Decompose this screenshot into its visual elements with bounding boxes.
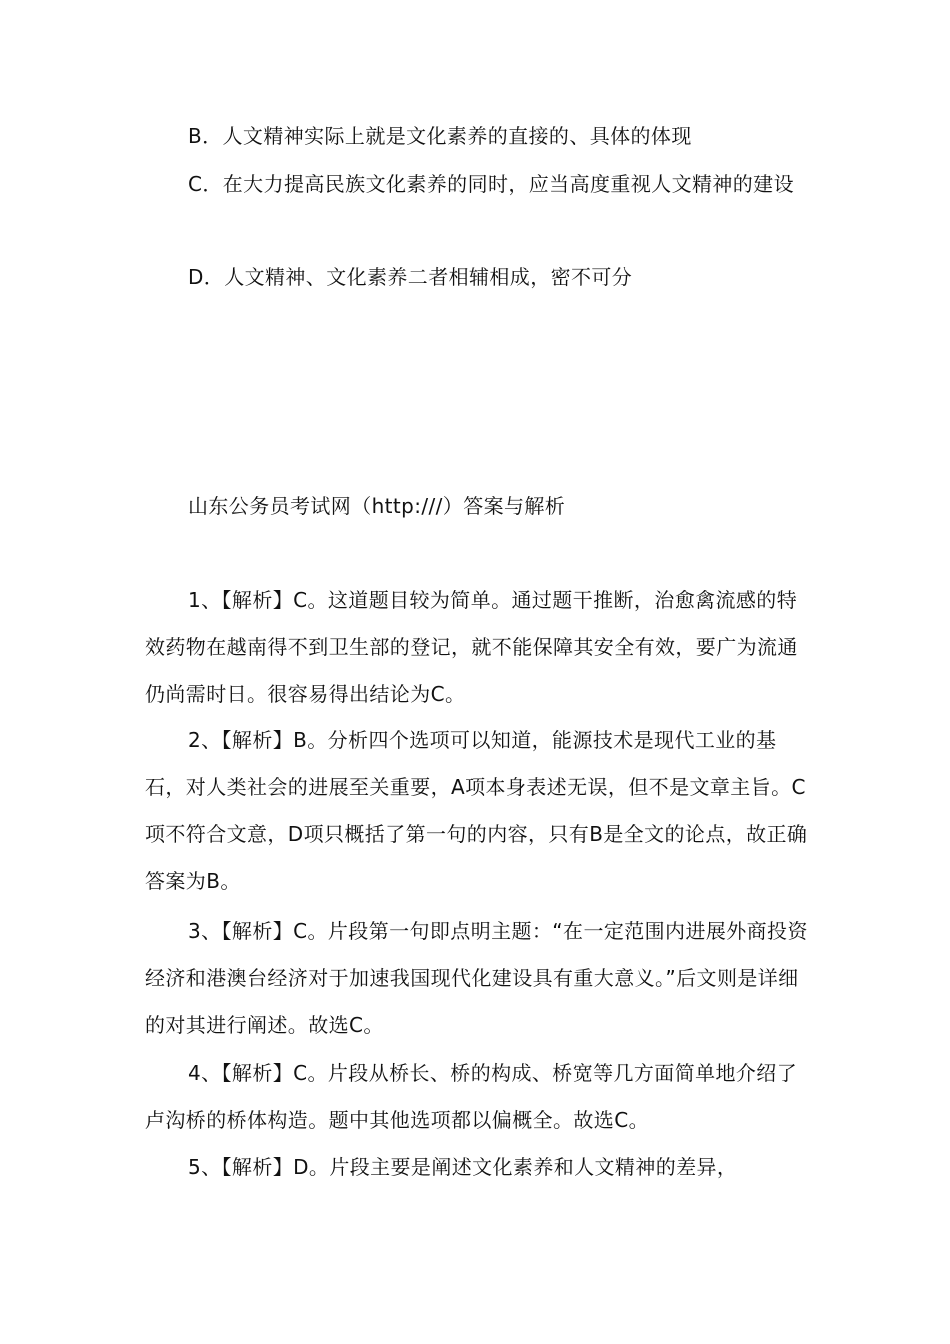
answer-item-4: 4、【解析】C。片段从桥长、桥的构成、桥宽等几方面简单地介绍了卢沟桥的桥体构造。题中其他选项都以偏概全。故选C。 — [145, 1061, 798, 1132]
option-d: D．人文精神、文化素养二者相辅相成，密不可分 — [188, 265, 633, 289]
option-b: B．人文精神实际上就是文化素养的直接的、具体的体现 — [188, 124, 692, 148]
answer-item-1: 1、【解析】C。这道题目较为简单。通过题干推断，治愈禽流感的特效药物在越南得不到卫生部的登记，就不能保障其安全有效，要广为流通仍尚需时日。很容易得出结论为C。 — [145, 588, 798, 706]
answer-item-3: 3、【解析】C。片段第一句即点明主题：“在一定范围内进展外商投资经济和港澳台经济对于加速我国现代化建设具有重大意义。”后文则是详细的对其进行阐述。故选C。 — [145, 919, 808, 1037]
option-c: C．在大力提高民族文化素养的同时，应当高度重视人文精神的建设 — [188, 172, 794, 196]
answer-item-2: 2、【解析】B。分析四个选项可以知道，能源技术是现代工业的基石，对人类社会的进展至关重要，A项本身表述无误，但不是文章主旨。C项不符合文意，D项只概括了第一句的内容，只有B是全文的论点，故正确答案为B。 — [145, 728, 808, 893]
answers-section-heading: 山东公务员考试网（http:///）答案与解析 — [188, 494, 566, 518]
answer-item-5: 5、【解析】D。片段主要是阐述文化素养和人文精神的差异， — [188, 1155, 738, 1179]
